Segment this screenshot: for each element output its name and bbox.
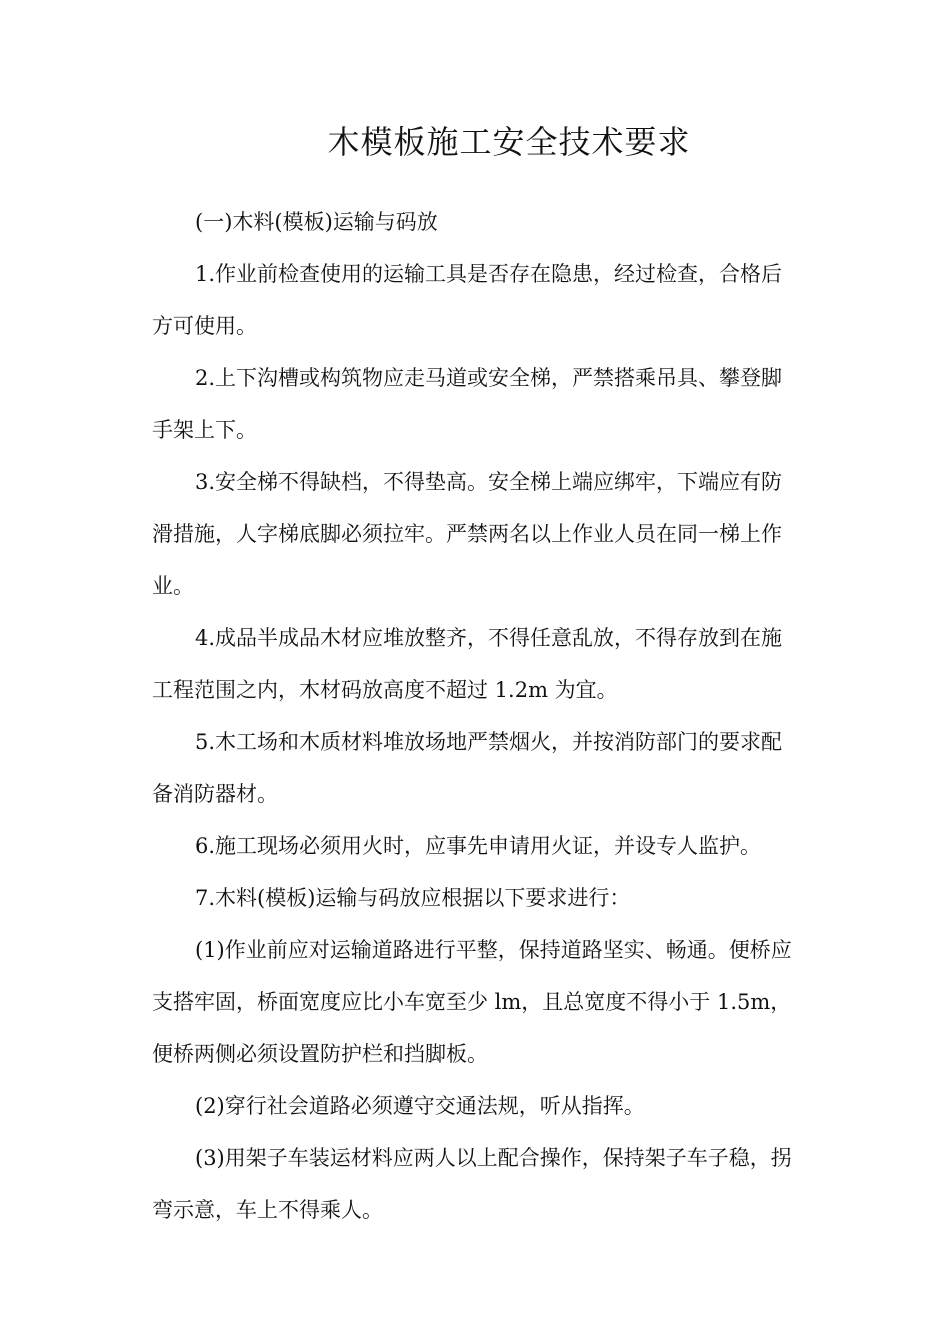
document-body — [152, 196, 802, 1236]
document-title: 木模板施工安全技术要求 — [327, 123, 691, 161]
paragraph-item-5: 5.木工场和木质材料堆放场地严禁烟火，并按消防部门的要求配备消防器材。 — [152, 730, 783, 806]
paragraph-subitem-3: (3)用架子车装运材料应两人以上配合操作，保持架子车子稳，拐弯示意，车上不得乘人。 — [152, 1146, 792, 1222]
paragraph-subitem-1: (1)作业前应对运输道路进行平整，保持道路坚实、畅通。便桥应支搭牢固，桥面宽度应比小车宽至少 lm，且总宽度不得小于 1.5m，便桥两侧必须设置防护栏和挡脚板。 — [152, 938, 792, 1066]
paragraph-section-heading: (一)木料(模板)运输与码放 — [195, 210, 438, 234]
paragraph-item-2: 2.上下沟槽或构筑物应走马道或安全梯，严禁搭乘吊具、攀登脚手架上下。 — [152, 366, 783, 442]
paragraph-subitem-2: (2)穿行社会道路必须遵守交通法规，听从指挥。 — [195, 1094, 645, 1118]
paragraph-item-4: 4.成品半成品木材应堆放整齐，不得任意乱放，不得存放到在施工程范围之内，木材码放高度不超过 1.2m 为宜。 — [152, 626, 783, 702]
paragraph-item-7: 7.木料(模板)运输与码放应根据以下要求进行： — [195, 886, 631, 910]
paragraph-item-6: 6.施工现场必须用火时，应事先申请用火证，并设专人监护。 — [195, 834, 762, 858]
paragraph-item-3: 3.安全梯不得缺档，不得垫高。安全梯上端应绑牢，下端应有防滑措施，人字梯底脚必须拉牢。严禁两名以上作业人员在同一梯上作业。 — [152, 470, 783, 598]
paragraph-item-1: 1.作业前检查使用的运输工具是否存在隐患，经过检查，合格后方可使用。 — [152, 262, 783, 338]
